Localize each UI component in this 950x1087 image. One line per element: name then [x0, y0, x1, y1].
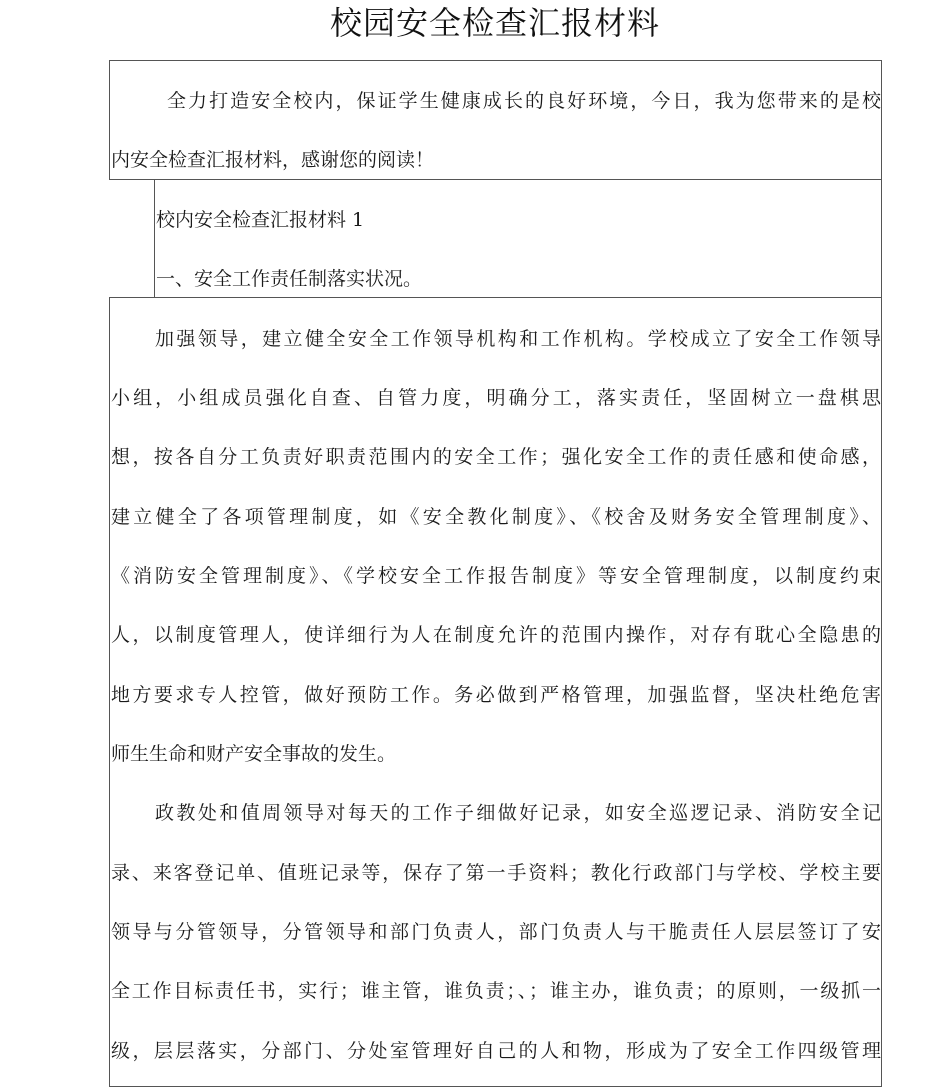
intro-line-1: 全力打造安全校内，保证学生健康成长的良好环境，今日，我为您带来的是校 — [167, 90, 881, 112]
body-line: 《消防安全管理制度》、《学校安全工作报告制度》等安全管理制度，以制度约束 — [111, 565, 881, 587]
body-line: 录、来客登记单、值班记录等，保存了第一手资料；教化行政部门与学校、学校主要 — [111, 862, 881, 884]
body-line: 政教处和值周领导对每天的工作子细做好记录，如安全巡逻记录、消防安全记 — [155, 802, 881, 824]
body-line: 加强领导，建立健全安全工作领导机构和工作机构。学校成立了安全工作领导 — [155, 328, 881, 350]
section-subheading: 一、安全工作责任制落实状况。 — [156, 268, 423, 290]
body-line: 全工作目标责任书，实行；谁主管，谁负责；、；谁主办，谁负责；的原则，一级抓一 — [111, 980, 881, 1002]
body-line: 建立健全了各项管理制度，如《安全教化制度》、《校舍及财务安全管理制度》、 — [111, 506, 881, 528]
body-line: 地方要求专人控管，做好预防工作。务必做到严格管理，加强监督，坚决杜绝危害 — [111, 684, 881, 706]
body-line: 小组，小组成员强化自查、自管力度，明确分工，落实责任，坚固树立一盘棋思 — [111, 387, 881, 409]
section-heading: 校内安全检查汇报材料 1 — [156, 209, 365, 231]
document-title: 校园安全检查汇报材料 — [329, 4, 660, 42]
body-line: 人，以制度管理人，使详细行为人在制度允许的范围内操作，对存有耽心全隐患的 — [111, 624, 881, 646]
body-line: 级，层层落实，分部门、分处室管理好自己的人和物，形成为了安全工作四级管理 — [111, 1040, 881, 1062]
intro-line-2: 内安全检查汇报材料，感谢您的阅读！ — [111, 149, 435, 171]
body-line: 领导与分管领导，分管领导和部门负责人，部门负责人与干脆责任人层层签订了安 — [111, 921, 881, 943]
body-line: 师生生命和财产安全事故的发生。 — [111, 743, 397, 765]
body-line: 想，按各自分工负责好职责范围内的安全工作；强化安全工作的责任感和使命感， — [111, 446, 881, 468]
